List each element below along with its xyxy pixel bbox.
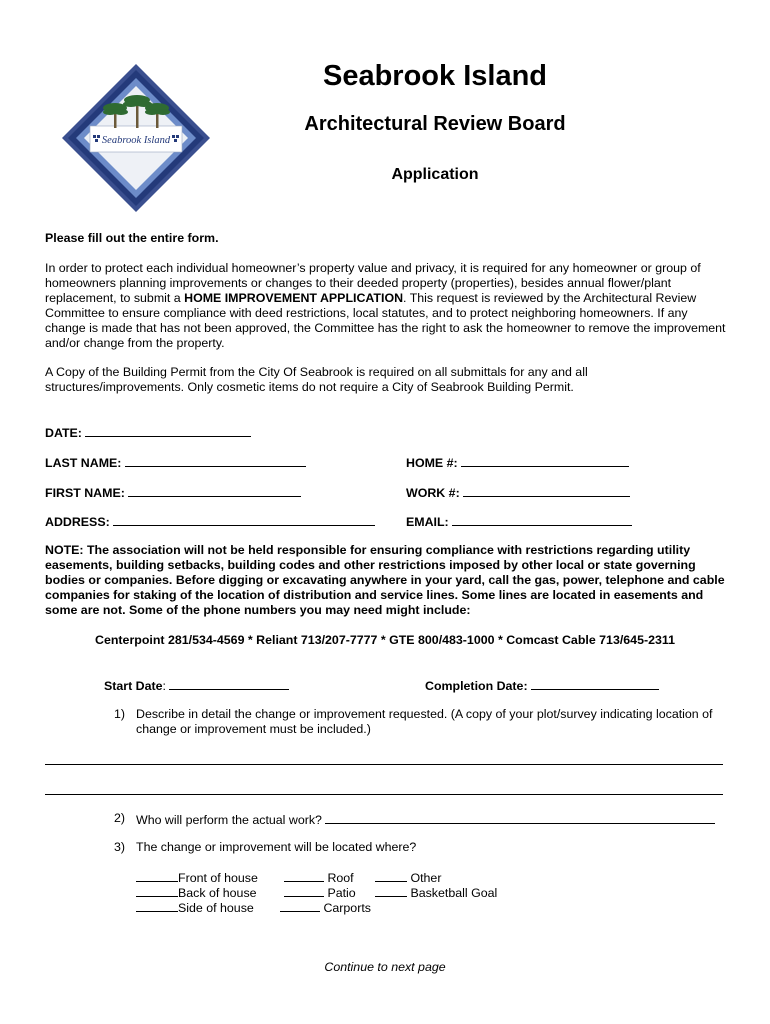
front-of-house-blank[interactable] — [136, 870, 178, 882]
address-field[interactable] — [45, 513, 375, 529]
option-patio[interactable] — [284, 885, 356, 901]
work-phone-label: WORK #: — [406, 486, 460, 500]
utility-phone-numbers: Centerpoint 281/534-4569 * Reliant 713/207-7777 * GTE 800/483-1000 * Comcast Cable 713/645-2311 — [95, 633, 675, 647]
date-line[interactable] — [85, 424, 251, 437]
permit-paragraph: A Copy of the Building Permit from the City Of Seabrook is required on all submittals for any and all structures/improvements. Only cosmetic items do not require a City of Seabrook Building Permit. — [45, 365, 588, 394]
carports-blank[interactable] — [280, 900, 320, 912]
address-line[interactable] — [113, 513, 375, 526]
home-phone-field[interactable] — [406, 454, 629, 470]
work-phone-field[interactable] — [406, 484, 630, 500]
work-phone-line[interactable] — [463, 484, 630, 497]
intro-text-end: . This request is reviewed by the Architectural Review Committee to ensure compliance with deed restrictions, local statutes, and to protect neighboring homeowners. If any change is made that has not been approved, the Committee has the right to ask the homeowner to remove the improvement and/or change from the property. — [45, 291, 726, 350]
intro-paragraph — [45, 261, 730, 351]
question-3-text: The change or improvement will be located where? — [136, 840, 417, 854]
last-name-label: LAST NAME: — [45, 456, 122, 470]
option-other[interactable] — [375, 870, 441, 886]
patio-blank[interactable] — [284, 885, 324, 897]
other-blank[interactable] — [375, 870, 407, 882]
liability-note: NOTE: The association will not be held responsible for ensuring compliance with restrictions regarding utility easements, building setbacks, building codes and other restrictions imposed by other local or state governing bodies or companies. Before digging or excavating anywhere in your yard, call the gas, power, telephone and cable companies for staking of the location of distribution and service lines. Some lines are located in easements and some are not. Some of the phone numbers you may need might include: — [45, 543, 725, 617]
question-3-number: 3) — [114, 840, 126, 854]
date-label: DATE: — [45, 426, 82, 440]
start-date-line[interactable] — [169, 677, 289, 690]
start-date-colon: : — [162, 679, 166, 693]
home-phone-line[interactable] — [461, 454, 629, 467]
continue-note: Continue to next page — [324, 960, 446, 974]
completion-date-field[interactable] — [425, 677, 659, 693]
question-2-number: 2) — [114, 811, 126, 825]
seabrook-island-logo — [60, 62, 212, 214]
email-label: EMAIL: — [406, 515, 449, 529]
side-of-house-blank[interactable] — [136, 900, 178, 912]
option-side-of-house[interactable] — [136, 900, 254, 916]
option-carports[interactable] — [280, 900, 371, 916]
option-front-of-house[interactable] — [136, 870, 258, 886]
first-name-line[interactable] — [128, 484, 301, 497]
option-basketball-goal[interactable] — [375, 885, 497, 901]
question-2-text: Who will perform the actual work? — [136, 813, 322, 827]
question-1-number: 1) — [114, 707, 126, 721]
side-of-house-label: Side of house — [178, 901, 254, 915]
address-label: ADDRESS: — [45, 515, 110, 529]
back-of-house-label: Back of house — [178, 886, 257, 900]
email-field[interactable] — [406, 513, 632, 529]
question-2-field[interactable] — [136, 811, 715, 828]
question-1-text: Describe in detail the change or improvement requested. (A copy of your plot/survey indicating location of change or improvement must be included.) — [136, 707, 713, 736]
intro-text-start: In order to protect each individual homeowner’s property value and privacy, it is required for any homeowner or group of homeowners planning improvements or changes to their deeded property (properties), besides annual flower/plant replacement, to submit a — [45, 261, 701, 305]
completion-date-line[interactable] — [531, 677, 659, 690]
roof-blank[interactable] — [284, 870, 324, 882]
last-name-line[interactable] — [125, 454, 306, 467]
basketball-goal-blank[interactable] — [375, 885, 407, 897]
page-title: Seabrook Island — [322, 60, 547, 92]
other-label: Other — [410, 871, 442, 885]
page-subtitle: Architectural Review Board — [304, 113, 566, 135]
last-name-field[interactable] — [45, 454, 306, 470]
completion-date-label: Completion Date: — [425, 679, 528, 693]
first-name-label: FIRST NAME: — [45, 486, 125, 500]
answer-1-line-1[interactable] — [45, 764, 723, 765]
form-name: Application — [391, 166, 479, 183]
front-of-house-label: Front of house — [178, 871, 258, 885]
patio-label: Patio — [327, 886, 356, 900]
email-line[interactable] — [452, 513, 632, 526]
roof-label: Roof — [327, 871, 354, 885]
back-of-house-blank[interactable] — [136, 885, 178, 897]
answer-1-line-2[interactable] — [45, 794, 723, 795]
start-date-field[interactable] — [104, 677, 289, 693]
first-name-field[interactable] — [45, 484, 301, 500]
date-field[interactable] — [45, 424, 251, 440]
carports-label: Carports — [323, 901, 371, 915]
basketball-goal-label: Basketball Goal — [410, 886, 498, 900]
home-phone-label: HOME #: — [406, 456, 458, 470]
logo-text: Seabrook Island — [101, 135, 171, 146]
intro-text-emphasis: HOME IMPROVEMENT APPLICATION — [184, 291, 404, 305]
form-instruction: Please fill out the entire form. — [45, 231, 219, 245]
option-roof[interactable] — [284, 870, 354, 886]
question-2-line[interactable] — [325, 811, 715, 824]
start-date-label: Start Date — [104, 679, 163, 693]
option-back-of-house[interactable] — [136, 885, 257, 901]
